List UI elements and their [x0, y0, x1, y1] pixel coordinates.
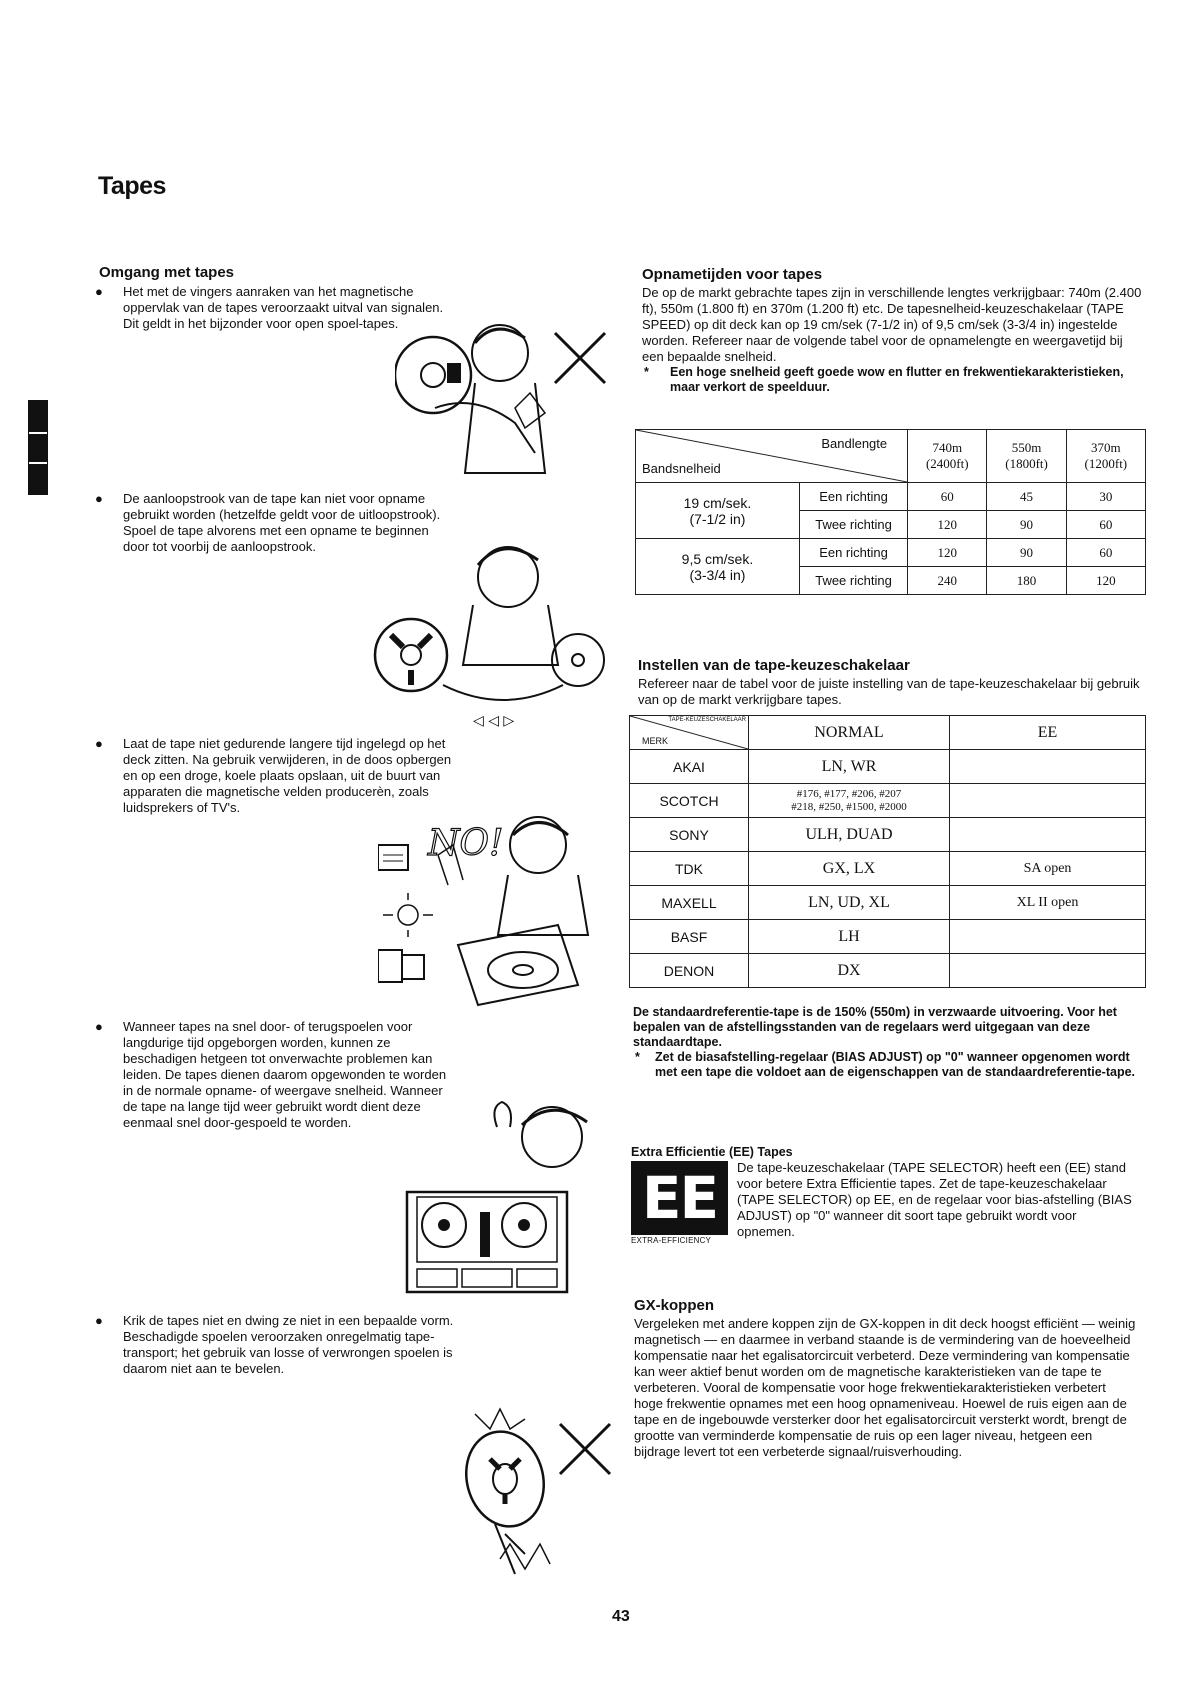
- brand-cell: TDK: [630, 852, 749, 886]
- note-text: Zet de biasafstelling-regelaar (BIAS ADJUST) op "0" wanneer opgenomen wordt met een tape die voldoet aan de eigenschappen van de standaardreferentie-tape.: [655, 1050, 1136, 1079]
- recording-paragraph: De op de markt gebrachte tapes zijn in verschillende lengtes verkrijgbaar: 740m (2.400 ft), 550m (1.800 ft) en 370m (1.200 ft) etc. De tapesnelheid-keuzeschakelaar (TAPE SPEED) op dit deck kan op 19 cm/sek (7-1/2 in) of 9,5 cm/sek (3-3/4 in) ingestelde worden. Refereer naar de volgende tabel voor de opnamelengte en weergavetijd bij een bepaalde snelheid.: [642, 285, 1142, 364]
- recording-time-table: [635, 429, 1146, 595]
- note-star: *: [635, 1050, 640, 1064]
- table-corner-cell: [636, 430, 908, 483]
- bullet-text: De aanloopstrook van de tape kan niet voor opname gebruikt worden (hetzelfde geldt voor de uitloopstrook). Spoel de tape alvorens met een opname te beginnen door tot voorbij de aanloopstrook.: [123, 491, 441, 554]
- time-cell: 60: [1066, 539, 1145, 567]
- svg-text:◁ ◁ ▷: ◁ ◁ ▷: [473, 713, 515, 729]
- speed-value: 9,5 cm/sek.: [681, 550, 754, 567]
- normal-line: #218, #250, #1500, #2000: [791, 800, 907, 813]
- illustration-storage: [378, 815, 618, 1015]
- note-star: *: [644, 365, 649, 379]
- section-title-gx: GX-koppen: [634, 1297, 715, 1314]
- length-m: 370m: [1091, 440, 1121, 455]
- bullet-dot: ●: [95, 1019, 103, 1034]
- illustration-bent-reel: [445, 1404, 625, 1584]
- corner-label-speed: Bandsnelheid: [642, 461, 721, 476]
- length-header: [987, 430, 1066, 483]
- side-tab-line: [29, 462, 47, 464]
- section-title-handling: Omgang met tapes: [99, 264, 235, 281]
- ee-cell: [950, 818, 1146, 852]
- brand-cell: MAXELL: [630, 886, 749, 920]
- tape-selector-table: [629, 715, 1146, 988]
- table-corner-cell: [630, 716, 749, 750]
- length-ft: (2400ft): [925, 456, 969, 471]
- normal-cell: DX: [749, 954, 950, 988]
- ee-cell: [950, 784, 1146, 818]
- speed-value: 19 cm/sek.: [683, 494, 752, 511]
- length-ft: (1200ft): [1084, 456, 1128, 471]
- normal-cell: LH: [749, 920, 950, 954]
- column-header-ee: EE: [950, 716, 1146, 750]
- corner-label-brand: MERK: [642, 736, 669, 746]
- speed-cell: [636, 483, 800, 539]
- normal-cell: GX, LX: [749, 852, 950, 886]
- normal-line: #176, #177, #206, #207: [796, 787, 902, 800]
- bullet-text: Laat de tape niet gedurende langere tijd ingelegd op het deck zitten. Na gebruik verwijderen, in de doos opbergen en op een droge, koele plaats opslaan, uit de buurt van apparaten die magnetische velden producerèn, zoals luidsprekers of TV's.: [123, 736, 452, 815]
- bullet-text: Wanneer tapes na snel door- of terugspoelen voor langdurige tijd opgeborgen worden, kunnen ze beschadigen hetgeen tot onverwachte problemen kan leiden. De tapes dienen daarom opgewonden te worden in de normale opname- of weergave snelheid. Wanneer de tape na lange tijd weer gebruikt wordt dient deze eenmaal snel door-gespoeld te worden.: [123, 1019, 447, 1130]
- time-cell: 240: [908, 567, 987, 595]
- direction-cell: Een richting: [799, 539, 907, 567]
- bullet-item: [95, 1313, 457, 1377]
- normal-cell: [749, 784, 950, 818]
- side-tab-line: [29, 432, 47, 434]
- section-title-ee: Extra Efficientie (EE) Tapes: [631, 1145, 793, 1159]
- brand-cell: BASF: [630, 920, 749, 954]
- length-header: [1066, 430, 1145, 483]
- note-text: Een hoge snelheid geeft goede wow en flutter en frekwentiekarakteristieken, maar verkort de speelduur.: [670, 365, 1124, 394]
- column-header-normal: NORMAL: [749, 716, 950, 750]
- recording-note: [642, 365, 1147, 395]
- bullet-item: [95, 1019, 455, 1131]
- section-title-recording: Opnametijden voor tapes: [642, 266, 823, 283]
- ee-cell: [950, 954, 1146, 988]
- bullet-dot: ●: [95, 284, 103, 299]
- bias-note: [633, 1050, 1135, 1080]
- time-cell: 60: [908, 483, 987, 511]
- time-cell: 180: [987, 567, 1066, 595]
- length-m: 740m: [932, 440, 963, 455]
- speed-cell: [636, 539, 800, 595]
- side-tab-marker: [28, 400, 48, 495]
- time-cell: 60: [1066, 511, 1145, 539]
- ee-cell: [950, 920, 1146, 954]
- bullet-dot: ●: [95, 1313, 103, 1328]
- length-ft: (1800ft): [1005, 456, 1048, 471]
- no-sign-text: NO!: [428, 823, 504, 864]
- time-cell: 90: [987, 539, 1066, 567]
- illustration-touching-tape: [395, 313, 615, 483]
- corner-label-selector: TAPE-KEUZESCHAKELAAR: [668, 717, 746, 723]
- direction-cell: Een richting: [799, 483, 907, 511]
- ee-cell: [950, 750, 1146, 784]
- gx-paragraph: Vergeleken met andere koppen zijn de GX-koppen in dit deck hoogst efficiënt — weinig magnetisch — en daarmee in verband staande is de vermindering van de hoeveelheid kompensatie naar het egalisatorcircuit verbeterd. Deze vermindering van kompensatie kan weer aktief benut worden om de magnetische karakteristieken van de tape te verbeteren. Vooral de kompensatie voor hoge frekwentiekarakteristieken verbetert hoge frekwentie opnames met een hoog opnameniveau. Hoewel de ruis eigen aan de tape en de ingebouwde versterker door het egalisatorcircuit versterkt wordt, brengt de grootte van verminderde kompensatie de ruis op een lager niveau, hetgeen een bijdrage levert tot een verbeterde signaal/ruisverhouding.: [634, 1316, 1136, 1459]
- direction-cell: Twee richting: [799, 567, 907, 595]
- normal-cell: ULH, DUAD: [749, 818, 950, 852]
- ee-paragraph: De tape-keuzeschakelaar (TAPE SELECTOR) heeft een (EE) stand voor betere Extra Efficientie tapes. Zet de tape-keuzeschakelaar (TAPE SELECTOR) op EE, en de regelaar voor bias-afstelling (BIAS ADJUST) op "0" wanneer dit soort tape gebruikt wordt voor opnemen.: [737, 1160, 1132, 1239]
- brand-cell: SONY: [630, 818, 749, 852]
- time-cell: 30: [1066, 483, 1145, 511]
- length-header: [908, 430, 987, 483]
- illustration-tape-deck: [402, 1097, 617, 1297]
- time-cell: 120: [1066, 567, 1145, 595]
- page-number: 43: [612, 1608, 630, 1625]
- corner-label-length: Bandlengte: [821, 436, 888, 451]
- speed-inch: (7-1/2 in): [689, 510, 746, 527]
- direction-cell: Twee richting: [799, 511, 907, 539]
- ee-logo-caption: EXTRA-EFFICIENCY: [631, 1236, 712, 1245]
- ee-cell: SA open: [950, 852, 1146, 886]
- selector-paragraph: Refereer naar de tabel voor de juiste instelling van de tape-keuzeschakelaar bij gebruik van op de markt verkrijgbare tapes.: [638, 676, 1140, 707]
- page-title: Tapes: [98, 172, 166, 200]
- brand-cell: SCOTCH: [630, 784, 749, 818]
- brand-cell: AKAI: [630, 750, 749, 784]
- bullet-text: Krik de tapes niet en dwing ze niet in een bepaalde vorm. Beschadigde spoelen veroorzaken onregelmatig tape-transport; het gebruik van losse of verwrongen spoelen is daarom niet aan te bevelen.: [123, 1313, 454, 1376]
- time-cell: 120: [908, 539, 987, 567]
- time-cell: 90: [987, 511, 1066, 539]
- ee-logo: [631, 1161, 728, 1235]
- ee-logo-text: EE: [641, 1164, 718, 1232]
- speed-inch: (3-3/4 in): [689, 566, 746, 583]
- bullet-text: Het met de vingers aanraken van het magnetische oppervlak van de tapes veroorzaakt uitval van signalen. Dit geldt in het bijzonder voor open spoel-tapes.: [123, 284, 444, 331]
- illustration-leader-tape: [363, 535, 618, 730]
- brand-cell: DENON: [630, 954, 749, 988]
- normal-cell: LN, UD, XL: [749, 886, 950, 920]
- ee-cell: XL II open: [950, 886, 1146, 920]
- bullet-dot: ●: [95, 491, 103, 506]
- normal-cell: LN, WR: [749, 750, 950, 784]
- bullet-item: [95, 736, 457, 816]
- length-m: 550m: [1011, 440, 1042, 455]
- time-cell: 120: [908, 511, 987, 539]
- bullet-dot: ●: [95, 736, 103, 751]
- time-cell: 45: [987, 483, 1066, 511]
- section-title-selector: Instellen van de tape-keuzeschakelaar: [638, 657, 910, 674]
- reference-tape-note: De standaardreferentie-tape is de 150% (550m) in verzwaarde uitvoering. Voor het bepalen van de afstellingsstanden van de regelaars werd uitgegaan van deze standaardtape.: [633, 1005, 1117, 1049]
